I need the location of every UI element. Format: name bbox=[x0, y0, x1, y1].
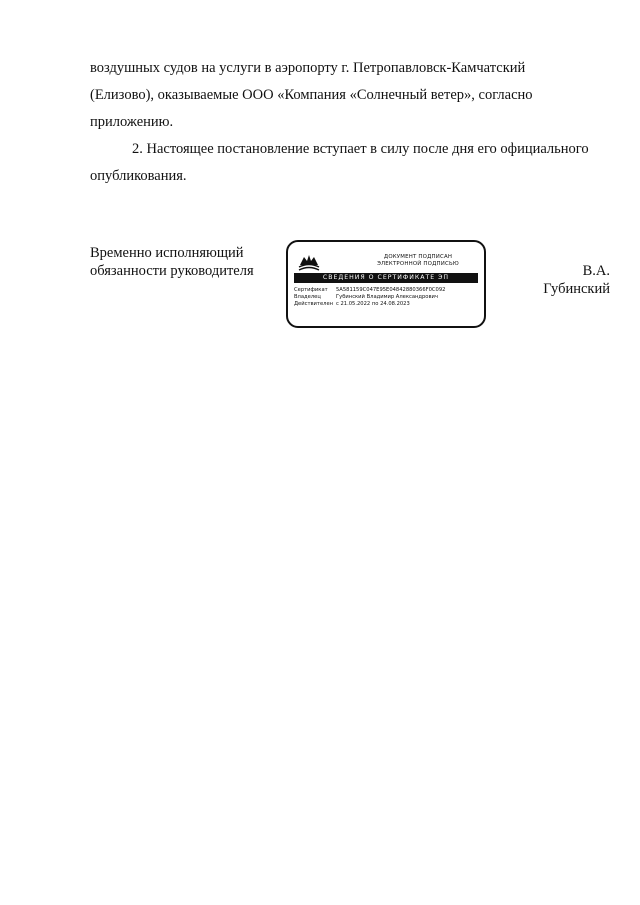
paragraph-1-line-3: приложению. bbox=[90, 114, 174, 130]
word: дня bbox=[452, 141, 474, 157]
word: на bbox=[201, 60, 216, 76]
paragraph-1 bbox=[90, 55, 610, 136]
word: силу bbox=[380, 141, 410, 157]
validity-label: Действителен bbox=[294, 301, 334, 307]
stamp-certificate-bar: СВЕДЕНИЯ О СЕРТИФИКАТЕ ЭП bbox=[294, 273, 478, 283]
owner-label: Владелец bbox=[294, 294, 321, 300]
paragraph-1-line-2 bbox=[90, 82, 610, 109]
signer-name bbox=[543, 262, 610, 298]
word: услуги bbox=[219, 60, 262, 76]
paragraph-2-line-2: опубликования. bbox=[90, 168, 187, 184]
signer-position-line-1: Временно исполняющий bbox=[90, 245, 244, 261]
kamchatka-emblem-icon bbox=[297, 251, 321, 273]
certificate-value: 5A581159C047E95E04842880366F0C092 bbox=[336, 287, 446, 293]
owner-value: Губинский Владимир Александрович bbox=[336, 294, 438, 300]
word: официального bbox=[500, 141, 589, 157]
word: г. bbox=[341, 60, 350, 76]
word: постановление bbox=[217, 141, 310, 157]
word: (Елизово), bbox=[90, 87, 155, 103]
signer-position-line-2: обязанности руководителя bbox=[90, 263, 254, 279]
signer-name-initials: В.А. bbox=[582, 263, 610, 279]
word: воздушных bbox=[90, 60, 161, 76]
word: аэропорту bbox=[275, 60, 338, 76]
paragraph-1-line-1 bbox=[90, 55, 610, 82]
stamp-header-line-2: ЭЛЕКТРОННОЙ ПОДПИСЬЮ bbox=[377, 261, 459, 267]
word: оказываемые bbox=[157, 87, 239, 103]
word: в bbox=[370, 141, 378, 157]
paragraph-2-line-1 bbox=[90, 136, 610, 163]
word: вступает bbox=[312, 141, 367, 157]
stamp-owner-row bbox=[294, 294, 438, 301]
electronic-signature-stamp bbox=[286, 240, 486, 328]
paragraph-2 bbox=[90, 136, 610, 190]
word: Настоящее bbox=[146, 141, 214, 157]
word: его bbox=[477, 141, 497, 157]
word: согласно bbox=[478, 87, 533, 103]
item-number: 2. bbox=[132, 141, 143, 157]
word: ООО bbox=[242, 87, 274, 103]
signer-name-surname: Губинский bbox=[543, 281, 610, 297]
word: судов bbox=[163, 60, 198, 76]
validity-value: с 21.05.2022 по 24.08.2023 bbox=[336, 301, 410, 307]
word: «Солнечный bbox=[349, 87, 428, 103]
stamp-certificate-row bbox=[294, 287, 445, 294]
stamp-validity-row bbox=[294, 301, 410, 308]
stamp-header-line-1: ДОКУМЕНТ ПОДПИСАН bbox=[383, 254, 453, 260]
word: «Компания bbox=[277, 87, 346, 103]
word: ветер», bbox=[430, 87, 475, 103]
word: в bbox=[264, 60, 272, 76]
certificate-label: Сертификат bbox=[294, 287, 328, 293]
word: Петропавловск-Камчатский bbox=[352, 60, 526, 76]
signer-position bbox=[90, 244, 254, 280]
word: после bbox=[412, 141, 449, 157]
stamp-header bbox=[358, 254, 478, 268]
